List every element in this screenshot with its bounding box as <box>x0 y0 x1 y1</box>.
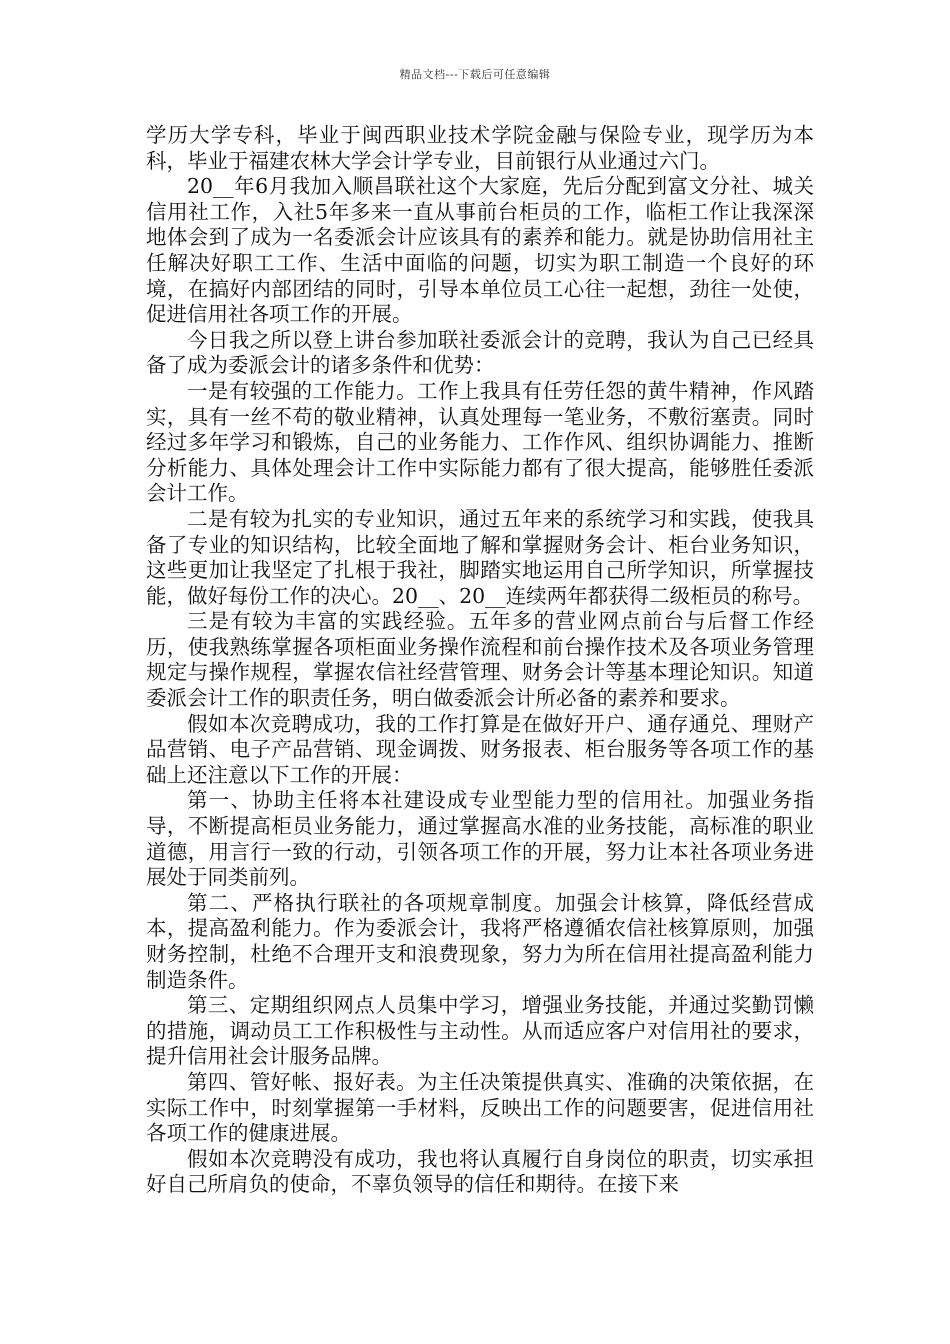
paragraph: 三是有较为丰富的实践经验。五年多的营业网点前台与后督工作经历，使我熟练掌握各项柜面业务操作流程和前台操作技术及各项业务管理规定与操作规程，掌握农信社经营管理、财务会计等基本理论知识。知道委派会计工作的职责任务，明白做委派会计所必备的素养和要求。 <box>146 609 814 711</box>
page-header: 精品文档---下载后可任意编辑 <box>399 68 551 81</box>
paragraph: 一是有较强的工作能力。工作上我具有任劳任怨的黄牛精神，作风踏实，具有一丝不苟的敬业精神，认真处理每一笔业务，不敷衍塞责。同时经过多年学习和锻炼，自己的业务能力、工作作风、组织协调能力、推断分析能力、具体处理会计工作中实际能力都有了很大提高，能够胜任委派会计工作。 <box>146 378 814 506</box>
paragraph: 20__年6月我加入顺昌联社这个大家庭，先后分配到富文分社、城关信用社工作，入社5年多来一直从事前台柜员的工作，临柜工作让我深深地体会到了成为一名委派会计应该具有的素养和能力。就是协助信用社主任解决好职工工作、生活中面临的问题，切实为职工制造一个良好的环境，在搞好内部团结的同时，引导本单位员工心往一起想，劲往一处使，促进信用社各项工作的开展。 <box>146 174 814 327</box>
paragraph: 学历大学专科，毕业于闽西职业技术学院金融与保险专业，现学历为本科，毕业于福建农林大学会计学专业，目前银行从业通过六门。 <box>146 123 814 173</box>
paragraph: 假如本次竞聘成功，我的工作打算是在做好开户、通存通兑、理财产品营销、电子产品营销、现金调拨、财务报表、柜台服务等各项工作的基础上还注意以下工作的开展： <box>146 711 814 787</box>
document-body <box>146 123 814 1198</box>
paragraph: 假如本次竞聘没有成功，我也将认真履行自身岗位的职责，切实承担好自己所肩负的使命，不辜负领导的信任和期待。在接下来 <box>146 1146 814 1197</box>
paragraph: 今日我之所以登上讲台参加联社委派会计的竞聘，我认为自己已经具备了成为委派会计的诸多条件和优势： <box>146 327 814 378</box>
paragraph: 二是有较为扎实的专业知识，通过五年来的系统学习和实践，使我具备了专业的知识结构，比较全面地了解和掌握财务会计、柜台业务知识，这些更加让我坚定了扎根于我社，脚踏实地运用自己所学知识，所掌握技能，做好每份工作的决心。20__、20__连续两年都获得二级柜员的称号。 <box>146 506 814 608</box>
paragraph: 第一、协助主任将本社建设成专业型能力型的信用社。加强业务指导，不断提高柜员业务能力，通过掌握高水准的业务技能，高标准的职业道德，用言行一致的行动，引领各项工作的开展，努力让本社各项业务进展处于同类前列。 <box>146 788 814 890</box>
paragraph: 第三、定期组织网点人员集中学习，增强业务技能，并通过奖勤罚懒的措施，调动员工工作积极性与主动性。从而适应客户对信用社的要求，提升信用社会计服务品牌。 <box>146 993 814 1069</box>
paragraph: 第二、严格执行联社的各项规章制度。加强会计核算，降低经营成本，提高盈利能力。作为委派会计，我将严格遵循农信社核算原则，加强财务控制，杜绝不合理开支和浪费现象，努力为所在信用社提高盈利能力制造条件。 <box>146 890 814 992</box>
paragraph: 第四、管好帐、报好表。为主任决策提供真实、准确的决策依据，在实际工作中，时刻掌握第一手材料，反映出工作的问题要害，促进信用社各项工作的健康进展。 <box>146 1069 814 1146</box>
